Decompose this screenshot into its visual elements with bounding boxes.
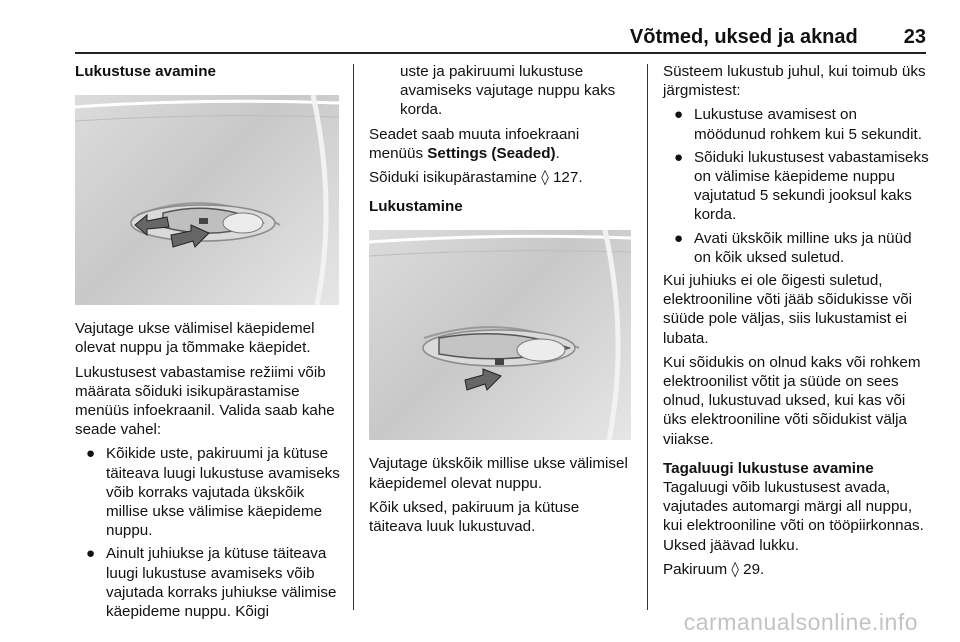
lock-not-allowed-note: Kui juhiuks ei ole õigesti suletud, elektrooniline võti jääb sõidukisse või süüde pole väljas, siis lukustamist ei lubata.: [663, 272, 913, 347]
multiple-keys-note: Kui sõidukis on olnud kaks või rohkem elektroonilist võtit ja süüde on sees olnud, lukustuvad uksed, kui kas või üks elektrooniline võti sõidukist välja viiakse.: [663, 353, 921, 448]
door-handle-pull-illustration: [75, 95, 339, 305]
luggage-reference: Pakiruum ◊ 29.: [663, 559, 765, 578]
bullet-icon: ●: [674, 148, 684, 166]
column-1: [75, 62, 343, 625]
header-rule: [75, 52, 926, 54]
list-item: ● Sõiduki lukustusest vabastamiseks on välimise käepideme nuppu vajutatud 5 sekundi jooksul kaks korda.: [674, 148, 929, 224]
bullet-icon: ●: [674, 106, 684, 124]
bullet-icon: ●: [86, 445, 96, 463]
door-handle-push-illustration: [369, 230, 631, 440]
list-item: ● Avati ükskõik milline uks ja nüüd on kõik uksed suletud.: [674, 229, 912, 266]
tailgate-unlock-heading: Tagaluugi lukustuse avamine: [663, 459, 874, 477]
list-item: ● Ainult juhiukse ja kütuse täiteava luugi lukustuse avamiseks võib vajutada korraks juhiukse välimise käepideme nuppu. Kõigi: [86, 545, 337, 621]
bullet-continuation: uste ja pakiruumi lukustuse avamiseks vajutage nuppu kaks korda.: [400, 63, 616, 119]
lock-instruction: Vajutage ükskõik millise ukse välimisel käepidemel olevat nuppu.: [369, 455, 628, 492]
column-divider-1: [353, 64, 354, 610]
page-reference-icon: ◊: [731, 559, 739, 578]
page-reference-icon: ◊: [541, 168, 549, 187]
unlock-heading: Lukustuse avamine: [75, 63, 216, 80]
list-item: ● Kõikide uste, pakiruumi ja kütuse täiteava luugi lukustuse avamiseks võib korraks vajutada ükskõik millise ukse välimise käepideme nuppu.: [86, 445, 340, 540]
lock-door-handle-figure: [369, 230, 631, 440]
relock-intro: Süsteem lukustub juhul, kui toimub üks järgmistest:: [663, 63, 926, 100]
lock-result: Kõik uksed, pakiruum ja kütuse täiteava luuk lukustuvad.: [369, 498, 580, 536]
bullet-icon: ●: [86, 545, 96, 563]
column-3: [663, 62, 929, 584]
lock-heading: Lukustamine: [369, 198, 463, 216]
tailgate-unlock-text: Tagaluugi võib lukustusest avada, vajutades automargi märgi all nuppu, kui elektrooniline võti on tööpiirkonnas. Uksed jäävad lukku.: [663, 479, 924, 554]
watermark: carmanualsonline.info: [683, 609, 918, 635]
unlock-mode-description: Lukustusest vabastamise režiimi võib määrata sõiduki isikupärastamise menüüs infoekraanil. Valida saab kahe seade vahel:: [75, 363, 335, 439]
settings-note: Seadet saab muuta infoekraani menüüs Settings (Seaded).: [369, 125, 580, 162]
unlock-door-handle-figure: [75, 95, 339, 305]
column-divider-2: [647, 64, 648, 610]
section-title: Võtmed, uksed ja aknad: [629, 26, 858, 48]
column-2: [369, 62, 635, 541]
bullet-icon: ●: [674, 229, 684, 247]
list-item: ● Lukustuse avamisest on möödunud rohkem kui 5 sekundit.: [674, 106, 922, 143]
unlock-instruction: Vajutage ukse välimisel käepidemel olevat nuppu ja tõmmake käepidet.: [75, 320, 315, 357]
page-number: 23: [903, 26, 926, 48]
personalization-reference: Sõiduki isikupärastamine ◊ 127.: [369, 168, 583, 187]
